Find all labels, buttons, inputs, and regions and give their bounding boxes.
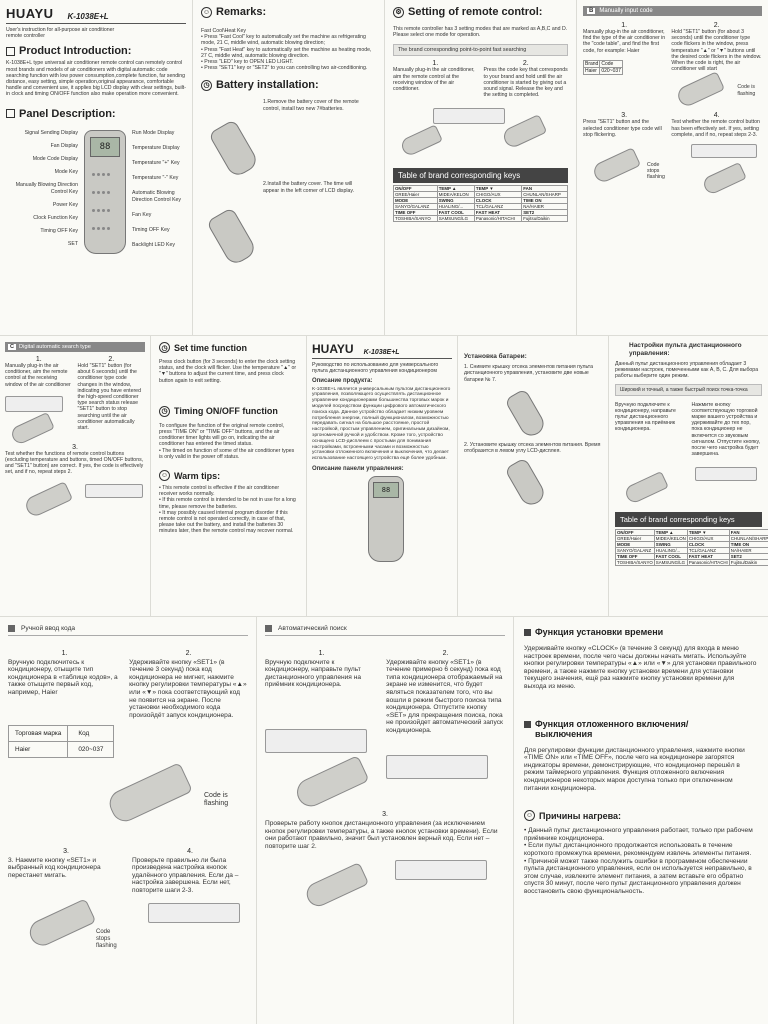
labels-left: [6, 130, 78, 255]
hand-remote-illustration: [303, 862, 369, 910]
setting-ru-illustration: [615, 457, 762, 512]
panel-setting-ru: Настройки пульта дистанционного управления: Данный пульт дистанционного управления обладает 3 режимами настроек, помеченными как A, B, C. Для выбора работы выберите один режим. Широкий и точный, а также быстрый поиск точка-точка Вручную подключите к кондиционеру, направьте пульт дистанционного управления на приёмник кондиционера. Нажмите кнопку соответствующую торговой марке вашего устройства и удерживайте до тех пор, пока кондиционер не включится со звуковым сигналом. Отпустите кнопку, после чего настройка будет завершена. Table of brand corresponding keys ON/OFF TEMP ▲ TEMP ▼ FAN GREE/Haier MIDEA/KELON CHIGO/AUX CHUNLAN/SHARP MODE SWING CLOCK TIME ON SANYO/GALANZ HUALING/... TCL/GALANZ NA/HAIER TIME OFF FAST COOL FAST HEAT SET2 TOSHIBA/SANYO SAMSUNG/LG Panasonic/HITACHI Fujitsu/Daikin: [609, 336, 768, 616]
remote-closed-illustration: [206, 207, 258, 267]
ac-unit-illustration: [85, 484, 143, 498]
table-cell: TIME ON: [522, 198, 568, 204]
table-cell: SWING: [654, 542, 687, 548]
auto-search-band: C Digital automatic search type: [5, 342, 145, 352]
panel-label: Run Mode Display: [132, 129, 175, 136]
ac-unit-illustration: [395, 860, 487, 880]
panel-battery-ru: Установка батареи: 1. Снимите крышку отсека элементов питания пульта дистанционного управления, установите две новые батареи № 7. 2. Установите крышку отсека элементов питания. Время отобразится в левом углу LCD-дисплея.: [458, 336, 608, 616]
table-cell: FAN: [729, 530, 768, 536]
timing-ru-heading: Функция отложенного включения/выключения: [524, 719, 758, 739]
table-cell: ON/OFF: [394, 186, 438, 192]
hand-remote-illustration: [26, 898, 97, 949]
table-cell: TEMP ▲: [437, 186, 474, 192]
table-cell: Fujitsu/Daikin: [522, 216, 568, 222]
set-time-heading: ◷ Set time function: [159, 342, 298, 353]
brand-table: [615, 529, 768, 566]
panel-label: Mode Key: [54, 169, 78, 176]
clock-icon: ◷: [159, 406, 170, 417]
auto-search-illustration: [5, 476, 145, 526]
square-icon: [6, 47, 15, 56]
remote-illustration: [84, 130, 126, 254]
clock-icon: ◷: [159, 342, 170, 353]
hand-remote-illustration: [399, 125, 443, 158]
ac-unit-illustration: [265, 729, 367, 753]
set-time-text: Press clock button (for 3 seconds) to enter the clock setting status, and the clock will flicker. Use the temperature "▲" or "▼" buttons to adjust the current time, and press clock button again to exit setting.: [159, 359, 297, 384]
panel-time-functions-en: [151, 336, 306, 616]
square-icon: [6, 109, 15, 118]
battery-ru-illustration: [464, 383, 602, 438]
table-cell: SWING: [437, 198, 474, 204]
panel-label: Temperature "-" Key: [132, 175, 179, 182]
table-cell: TOSHIBA/SANYO: [617, 560, 653, 566]
table-cell: Panasonic/HITACHI: [688, 560, 728, 566]
manual-title: User's instruction for all-purpose air conditioner remote controller: [6, 27, 115, 40]
square-icon: [8, 625, 15, 632]
table-cell: FAST HEAT: [687, 554, 729, 560]
smiley-icon: ☺: [202, 8, 211, 16]
smiley-icon: ☺: [525, 812, 534, 820]
hand-remote-illustration: [292, 755, 369, 811]
auto-search-ru-illustration: [265, 850, 505, 920]
battery-step2: 2.Install the battery cover. The time will appear in the left corner of LCD display.: [201, 181, 376, 261]
remarks-heading: ☺ Remarks:: [202, 6, 267, 18]
hand-remote-illustration: [591, 147, 641, 185]
table-cell: MODE: [616, 542, 655, 548]
table-cell: ON/OFF: [616, 530, 655, 536]
remote-open-illustration: [208, 119, 260, 179]
panel-diagram-ru: [312, 472, 452, 562]
table-cell: GREE/Haier: [616, 536, 655, 542]
table-cell: SANYO/GALANZ: [394, 204, 438, 210]
hand-remote-illustration: [9, 412, 55, 446]
ac-unit-illustration: [148, 903, 240, 923]
table-cell: FAST COOL: [437, 210, 474, 216]
remote-illustration: [368, 476, 404, 562]
table-row: [394, 204, 568, 210]
labels-right: [132, 130, 192, 258]
table-cell: HUALING/...: [437, 204, 474, 210]
battery-step1: 1.Remove the battery cover of the remote control, install two new 7#batteries.: [201, 97, 376, 177]
manual-input-ru-illustration: Code is flashing: [8, 758, 248, 848]
table-cell: TEMP ▼: [474, 186, 521, 192]
gear-icon: ⚙: [393, 7, 404, 18]
manual-input-ru-illustration-2: Code stops flashing: [8, 895, 248, 975]
panel-remote-setting: [385, 0, 576, 335]
table-cell: TIME OFF: [616, 554, 655, 560]
panel-label: Fan Key: [132, 211, 152, 218]
brand-table-title: Table of brand corresponding keys: [615, 512, 762, 527]
square-icon: [265, 625, 272, 632]
table-cell: CLOCK: [474, 198, 521, 204]
table-cell: SET2: [522, 210, 568, 216]
hand-remote-illustration: [501, 114, 548, 150]
table-cell: TIME ON: [729, 542, 768, 548]
battery-heading: ◷ Battery installation:: [201, 79, 376, 91]
panel-label: Timing OFF Key: [132, 227, 170, 234]
warm-tips-heading: ☺ Warm tips:: [160, 470, 221, 481]
table-cell: MIDEA/KELON: [655, 536, 686, 542]
table-cell: MODE: [394, 198, 438, 204]
table-cell: TOSHIBA/SANYO: [394, 216, 438, 222]
table-cell: SAMSUNG/LG: [437, 216, 474, 222]
panel-auto-search-en: C Digital automatic search type 1. Manually plug-in the air conditioner, aim the remote control at the receiving window of the air conditioner 2. Hold "SET1" button (for about 6 seconds) until the conditioner type code changes in the window, indicating you have entered the high-speed conditioner type search status release "SET1" button to stop searching until the air conditioner automatically start. 3. Test whether the functions of remote control buttons (excluding temperature and buttons, timed ON/OFF buttons, and "SET1" button) are correct. If yes, the code is effectively set, and if no, repeat steps 2.: [0, 336, 150, 616]
brand-table-title: Table of brand corresponding keys: [393, 168, 568, 183]
table-cell: CHIGO/AUX: [474, 192, 521, 198]
setting-band: The brand corresponding point-to-point fast searching: [393, 44, 568, 56]
panel-label: Timing OFF Key: [40, 228, 78, 235]
panel-label: Mode Code Display: [32, 156, 78, 163]
intro-heading: Product Introduction:: [6, 45, 186, 57]
table-cell: CLOCK: [687, 542, 729, 548]
table-cell: TCL/GALANZ: [474, 204, 521, 210]
intro-text: K-1038E+L type universal air conditioner remote control can remotely control most brands and models of air conditioners with digital automatic code searching function with low power consumption,complete function, far sending distance, easy setting, simple operation,original appearance, comfortable handle and convenient use, it applies big LCD display with clear settings, built-in clock and timing ON/OFF function also make operation more convenient.: [6, 60, 186, 98]
table-cell: Panasonic/HITACHI: [474, 216, 521, 222]
brand-table: [393, 185, 568, 222]
panel-auto-search-ru: Автоматический поиск 1. Вручную подключите к кондиционеру, направьте пульт дистанционного управления на приёмник кондиционера. 2. Удерживайте кнопку «SET1» (в течение примерно 6 секунд) пока код типа кондиционера отображаемый на экране не изменится, что будет являться показателем того, что вы вошли в режим быстрого поиска типа кондиционера. Отпустите кнопку «SET» для прекращения поиска, пока не произойдет автоматический запуск кондиционера. 3. Проверьте работу кнопок дистанционного управления (за исключением кнопок регулировки температуры, а также кнопок установки времени). Если они работают правильно, значит был установлен верный код. Если нет – повторите шаг 2.: [257, 617, 513, 1024]
smiley-icon: ☺: [160, 472, 169, 480]
panel-product-intro-en: [0, 0, 192, 335]
table-cell: FAST HEAT: [474, 210, 521, 216]
brand-logo: HUAYU: [6, 6, 54, 21]
table-cell: NA/HAIER: [522, 204, 568, 210]
panel-label: Temperature "+" Key: [132, 160, 180, 167]
remote-lcd: 88: [373, 482, 399, 498]
table-cell: Fujitsu/Daikin: [729, 560, 768, 566]
panel-label: Automatic Blowing Direction Control Key: [132, 190, 182, 203]
panel-label: Fan Display: [50, 142, 78, 149]
panel-heading: Panel Description:: [6, 108, 186, 120]
set-time-ru-heading: Функция установки времени: [524, 627, 758, 637]
table-cell: TCL/GALANZ: [687, 548, 729, 554]
ac-unit-illustration: [695, 467, 757, 481]
ac-unit-illustration: [433, 108, 505, 124]
panel-manual-input: B Manually input code 1. Manually plug-in the air conditioner, find the type of the air conditioner in the "code table", and find the first code, for example: Haier Brand Code Haier 020~037 2. Hold "SET1" button (for about 3 seconds) until the conditioner type code flickers in the window, press temperature "▲" or "▼" buttons until the desired code flickers in the window. When the code is right, the air conditioner will start Code is flashing 3. Press "SET1" button and the selected conditioner type code will stop flickering. 4. Test whether the remote control button has been effectively set. If yes, setting complete, and if no, repeat steps 2-3. Code stops flashing: [577, 0, 768, 335]
model-number: K-1038E+L: [363, 349, 400, 356]
panel-product-intro-ru: HUAYU K-1038E+L Руководство по использованию для универсального пульта дистанционного управления кондиционером Описание продукта: K-1038E+L является универсальным пультом дистанционного управления, позволяющего осуществлять дистанционное управление кондиционерами большинства торговых марок и моделей посредством функции цифрового автоматического поиска кода. Данное устройство обладает низким уровнем потребления энергии, полный функционалом, возможностью передавать сигнал на большое расстояние, простой настройкой, простым управлением, оригинальным дизайном, эргономичной ручкой и удобством. Кроме того, устройство оснащено LCD-дисплеем с простыми для понимания настройками, встроенными часами и возможностью установки отложенного включения и выключения, что делает использование настоящего устройства ещё более удобным. Описание панели управления: 88: [307, 336, 457, 616]
panel-remarks-battery: [193, 0, 384, 335]
table-cell: SAMSUNG/LG: [654, 560, 687, 566]
code-table: Торговая марка Код Haier 020~037: [8, 725, 114, 758]
remarks-text: Fast Cool\Heat Key • Press "Fast Cool" key to automatically set the machine as refrigerating mode, 21 C, middle wind, automatic blowing direction; • Press "Fast Heat" key to automatically set the machine as heating mode, 27 C, middle wind, automatic blowing direction. • Press "LED" key to OPEN LED LIGHT. • Press "SET1" key or "SET2" to you can controlling two air-conditioning.: [201, 28, 372, 72]
panel-diagram: [6, 126, 186, 256]
hand-remote-illustration: [105, 762, 193, 826]
setting-steps: 1. Manually plug-in the air conditioner, aim the remote control at the receiving window of the air conditioner. 2. Press the code key that corresponds to your brand and hold until the air conditioner is started by giving out a sound signal. Release the key and the setting is completed.: [393, 60, 568, 99]
code-table: Brand Code Haier 020~037: [585, 60, 621, 74]
remote-closed-illustration: [504, 457, 548, 509]
setting-illustration: [393, 98, 568, 168]
panel-label: Backlight LED Key: [132, 242, 175, 249]
table-cell: FAST COOL: [654, 554, 687, 560]
clock-icon: ◷: [201, 80, 212, 91]
panel-label: Power Key: [52, 201, 78, 208]
panel-label: Temperature Display: [132, 144, 180, 151]
warm-tips-text: • This remote control is effective if the air conditioner receiver works normally. • If this remote control is intended to be not in use for a long time, please remove the batteries. • It may possibly caused internal program disorder if this remote control is not operated correctly, in case of that, please take out the battery, and install the batteries 30 minutes later, then the remote control may recover normal.: [159, 485, 296, 535]
panel-label: Manually Blowing Direction Control Key: [15, 182, 78, 195]
hand-remote-illustration: [675, 72, 725, 110]
heat-heading: ☺ Причины нагрева:: [525, 810, 621, 821]
auto-search-ru-band: Автоматический поиск: [265, 625, 505, 636]
hand-remote-illustration: [623, 471, 669, 505]
table-cell: GREE/Haier: [394, 192, 438, 198]
table-cell: CHUNLAN/SHARP: [522, 192, 568, 198]
manual-input-ru-band: Ручной ввод кода: [8, 625, 248, 636]
panel-label: Clock Function Key: [33, 215, 78, 222]
table-row: [616, 536, 768, 542]
table-row: [616, 560, 768, 566]
square-icon: [524, 629, 531, 636]
panel-time-functions-ru: Функция установки времени Удерживайте кнопку «CLOCK» (в течение 3 секунд) для входа в меню настроек времени, после чего часы должны начать мигать. Используйте кнопки регулировки температуры «▲» или «▼» для установки правильного времени, а также нажмите кнопку установки времени для установки текущего значения, ещё раз нажмите кнопку установки времени для выхода из меню. Функция отложенного включения/выключения Для регулировки функции дистанционного управления, нажмите кнопки «TIME ON» или «TIME OFF», после чего на кондиционере загорятся индикаторы времени, демонстрирующие, что кондиционер перешёл в режим таймерного управления. Функция отложенного включения кондиционеров некоторых марок доступна только при отключенном питании кондиционера. ☺ Причины нагрева: • Данный пульт дистанционного управления работает, только при рабочем приёмнике кондиционера. • Если пульт дистанционного продолжается использовать в течение короткого промежутка времени, рекомендуем извлечь элементы питания. • Причиной может также послужить ошибки в программном обеспечении пульта дистанционного управления, если он используется неправильно, в этом случае, извлеките элемент питания, а затем вставьте его обратно спустя 30 минут, после чего пульт дистанционного управления должен восстановить свою функциональность.: [514, 617, 768, 1024]
table-cell: CHUNLAN/SHARP: [730, 536, 768, 542]
table-cell: NA/HAIER: [729, 548, 768, 554]
timing-heading: ◷ Timing ON/OFF function: [159, 406, 298, 417]
table-cell: FAN: [522, 186, 568, 192]
panel-label: SET: [67, 241, 78, 248]
ac-unit-illustration: [386, 755, 488, 779]
hand-remote-illustration: [701, 162, 747, 196]
square-icon: [524, 721, 531, 728]
table-cell: MIDEA/KELON: [437, 192, 474, 198]
table-row: [394, 216, 568, 222]
table-cell: HUALING/...: [654, 548, 687, 554]
table-cell: TIME OFF: [394, 210, 438, 216]
setting-intro: This remote controller has 3 setting modes that are marked as A,B,C and D. Please select one mode for operation.: [393, 26, 568, 39]
timing-text: To configure the function of the original remote control, press "TIME ON" or "TIME OFF" buttons, and the air conditioner timer lights will go on, indicating the air conditioner has entered the timed status. • The timed on function of some of the air conditioner types is only valid in the power off status.: [159, 422, 295, 460]
table-cell: TEMP ▲: [654, 530, 687, 536]
table-row: [616, 548, 768, 554]
ac-unit-illustration: [691, 144, 757, 158]
brand-logo: HUAYU: [312, 342, 354, 356]
manual-input-illustration: Code stops flashing: [583, 140, 762, 200]
remote-lcd: 88: [90, 137, 120, 157]
panel-label: Signal Sending Display: [24, 129, 78, 136]
table-cell: SET2: [729, 554, 768, 560]
panel-manual-input-ru: Ручной ввод кода 1. Вручную подключитесь к кондиционеру, отыщите тип кондиционера в «таблице кодов», а также отыщите первый код, например, Haier Торговая марка Код Haier 020~037 2. Удерживайте кнопку «SET1» (в течение 3 секунд) пока код кондиционера не мигнет, нажмите кнопку регулировки температуры «▲» или «▼» пока соответствующий код не появится на экране. После установки необходимого кода произойдёт запуск кондиционера. Code is flashing 3. 3. Нажмите кнопку «SET1» и выбранный код кондиционера перестанет мигать. 4. Проверьте правильно ли была произведена настройка кнопок удалённого управления. Если да – настройка завершена. Если нет, повторите шаги 2-3. Code stops flashing: [0, 617, 256, 1024]
model-number: K-1038E+L: [67, 12, 109, 21]
remote-open-illustration: [504, 388, 548, 440]
hand-remote-illustration: [23, 481, 73, 519]
manual-input-band: B Manually input code: [583, 6, 762, 16]
setting-heading: ⚙ Setting of remote control:: [393, 6, 568, 18]
ac-unit-illustration: [5, 396, 63, 412]
table-cell: CHIGO/AUX: [687, 536, 729, 542]
table-cell: TEMP ▼: [687, 530, 729, 536]
battery-ru-illustration-2: [464, 454, 602, 514]
table-cell: SANYO/GALANZ: [616, 548, 655, 554]
